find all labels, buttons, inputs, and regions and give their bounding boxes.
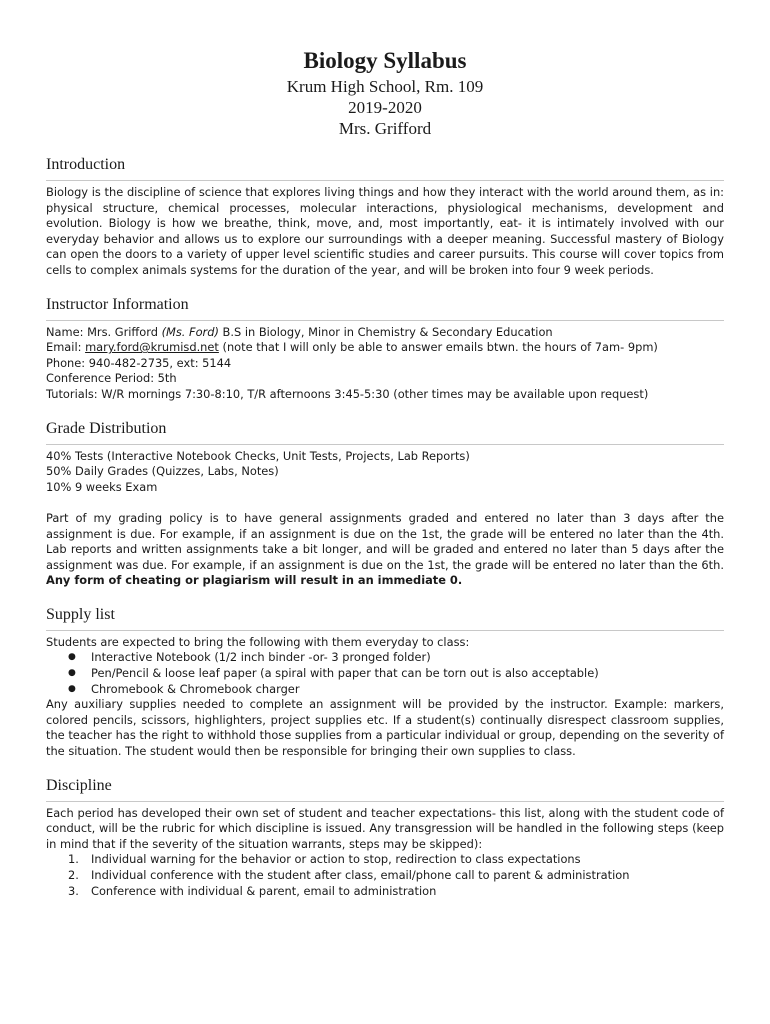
supply-heading: Supply list — [46, 605, 115, 623]
step-number: 2. — [68, 868, 79, 882]
step-number: 1. — [68, 852, 79, 867]
instructor-name-alias: (Ms. Ford) — [161, 324, 219, 339]
email-label: Email: — [46, 340, 86, 355]
grade-item: 10% 9 weeks Exam — [46, 479, 158, 494]
introduction-section — [46, 155, 724, 279]
discipline-section — [46, 776, 724, 900]
grade-item: 50% Daily Grades (Quizzes, Labs, Notes) — [46, 464, 279, 479]
section-divider — [46, 320, 724, 321]
instructor-name-line — [46, 325, 724, 341]
instructor-email-line — [46, 340, 724, 356]
supply-intro: Students are expected to bring the following with them everyday to class: — [46, 634, 470, 649]
grade-heading: Grade Distribution — [46, 419, 167, 437]
school-year: 2019-2020 — [348, 98, 422, 117]
discipline-step — [68, 883, 724, 900]
discipline-heading: Discipline — [46, 776, 112, 794]
document-title: Biology Syllabus — [303, 48, 467, 73]
email-link[interactable]: mary.ford@krumisd.net — [85, 340, 219, 355]
step-text: Individual warning for the behavior or action to stop, redirection to class expectations — [91, 852, 581, 867]
discipline-text: Each period has developed their own set of student and teacher expectations- this list, along with the student code of conduct, will be the rubric for which discipline is issued. Any transgression will be handled in the following steps (keep in mind that if the severity of the situation warrants, steps may be skipped): — [46, 805, 724, 851]
supply-item: ● Interactive Notebook (1/2 inch binder -or- 3 pronged folder) — [91, 650, 724, 666]
discipline-steps — [46, 852, 724, 899]
paragraph-gap — [46, 495, 724, 511]
document-header — [46, 0, 724, 139]
discipline-step — [68, 852, 724, 868]
section-divider — [46, 180, 724, 181]
supply-section — [46, 605, 724, 760]
teacher-name: Mrs. Grifford — [338, 119, 432, 138]
instructor-degree: B.S in Biology, Minor in Chemistry & Secondary Education — [218, 324, 553, 339]
introduction-heading: Introduction — [46, 156, 126, 173]
instructor-name-prefix: Name: Mrs. Grifford — [46, 324, 162, 339]
email-note: (note that I will only be able to answer emails btwn. the hours of 7am- 9pm) — [218, 340, 658, 355]
supply-item: ● Pen/Pencil & loose leaf paper (a spiral with paper that can be torn out is also acceptable) — [91, 666, 724, 682]
cheating-policy: Any form of cheating or plagiarism will result in an immediate 0. — [46, 573, 463, 588]
supply-note: Any auxiliary supplies needed to complete an assignment will be provided by the instructor. Example: markers, colored pencils, scissors, highlighters, project supplies etc. If a student(s) continually disrespect classroom supplies, the teacher has the right to withhold those supplies from a particular individual or group, depending on the severity of the situation. The student would then be responsible for bringing their own supplies to class. — [46, 697, 724, 759]
step-text: Individual conference with the student after class, email/phone call to parent & administration — [91, 868, 630, 882]
instructor-section — [46, 295, 724, 403]
introduction-text: Biology is the discipline of science that explores living things and how they interact with the world around them, as in: physical structure, chemical processes, molecular interactions, physiological mechanisms, development and evolution. Biology is how we breathe, think, move, and, most importantly, eat- it is intimately involved with our everyday behavior and allows us to explore our surroundings with a deeper meaning. Successful mastery of Biology can open the doors to a variety of upper level scientific studies and career pursuits. This course will cover topics from cells to complex animals systems for the duration of the year, and will be broken into four 9 week periods. — [46, 185, 724, 277]
instructor-heading: Instructor Information — [46, 295, 189, 313]
step-number: 3. — [68, 883, 79, 898]
grade-item: 40% Tests (Interactive Notebook Checks, Unit Tests, Projects, Lab Reports) — [46, 448, 470, 463]
section-divider — [46, 444, 724, 445]
grade-section — [46, 419, 724, 589]
instructor-conference: Conference Period: 5th — [46, 371, 177, 386]
discipline-step — [68, 868, 724, 884]
instructor-tutorials: Tutorials: W/R mornings 7:30-8:10, T/R afternoons 3:45-5:30 (other times may be available upon request) — [46, 386, 649, 401]
section-divider — [46, 630, 724, 631]
section-divider — [46, 801, 724, 802]
step-text: Conference with individual & parent, email to administration — [91, 883, 437, 898]
supply-list — [46, 650, 724, 697]
supply-item: ● Chromebook & Chromebook charger — [91, 682, 724, 698]
school-name: Krum High School, Rm. 109 — [286, 77, 484, 96]
instructor-phone: Phone: 940-482-2735, ext: 5144 — [46, 355, 232, 370]
grading-policy-text: Part of my grading policy is to have general assignments graded and entered no later than 3 days after the assignment is due. For example, if an assignment is due on the 1st, the grade will be entered no later than the 4th. Lab reports and written assignments take a bit longer, and will be graded and entered no later than 5 days after the assignment was due. For example, if an assignment is due on the 1st, the grade will be entered no later than the 6th. — [46, 510, 724, 572]
grading-policy — [46, 511, 724, 589]
